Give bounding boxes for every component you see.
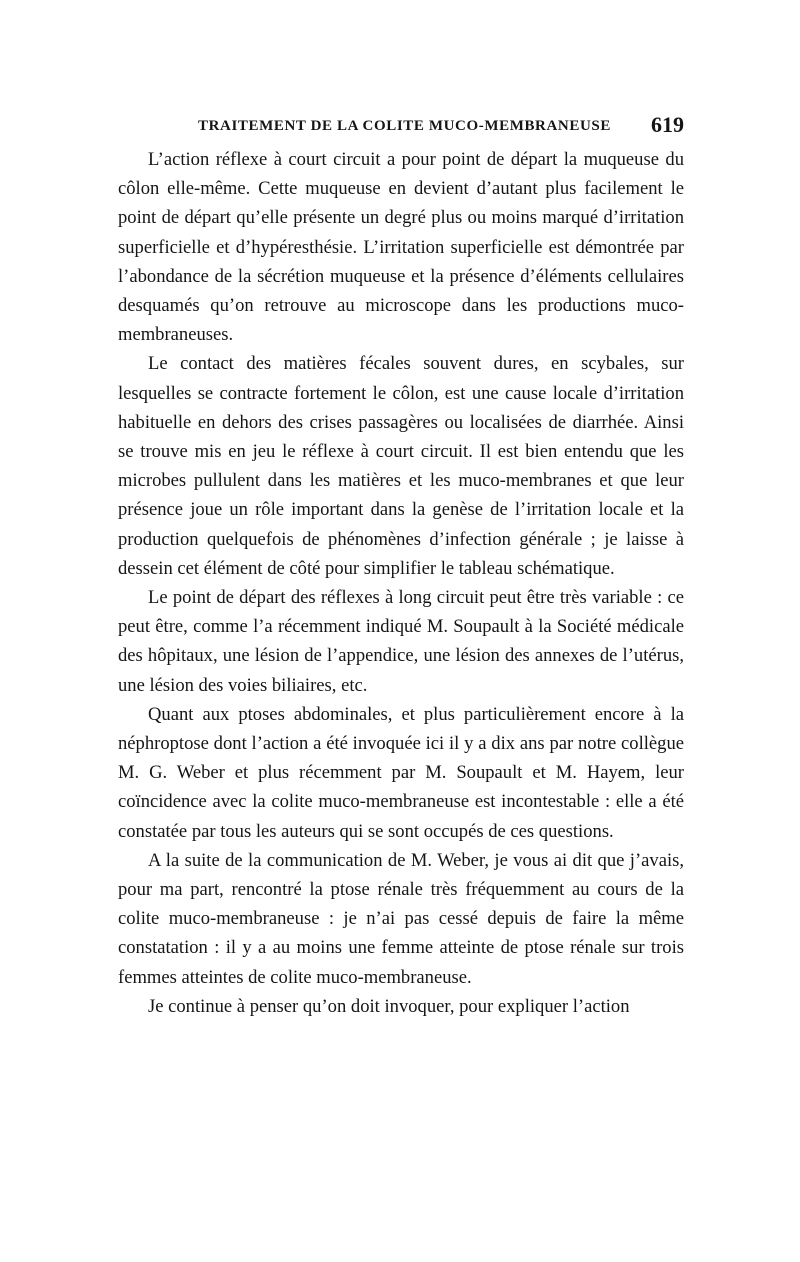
paragraph: Je continue à penser qu’on doit invoquer, pour expliquer l’action: [148, 995, 630, 1017]
paragraph: L’action réflexe à court circuit a pour point de départ la muqueuse du côlon elle-même. Cette muqueuse en devient d’autant plus facilement le point de départ qu’elle présente un degré plus ou moins marqué d’irritation superficielle et d’hypéresthésie. L’irritation superficielle est démontrée par l’abondance de la sécrétion muqueuse et la présence d’éléments cellulaires desquamés qu’on retrouve au microscope dans les productions muco-membraneuses.: [118, 149, 684, 346]
paragraph: Quant aux ptoses abdominales, et plus particulièrement encore à la néphroptose dont l’action a été invoquée ici il y a dix ans par notre collègue M. G. Weber et plus récemment par M. Soupault et M. Hayem, leur coïncidence avec la colite muco-membraneuse est incontestable : elle a été constatée par tous les auteurs qui se sont occupés de ces questions.: [118, 703, 684, 842]
paragraph: Le point de départ des réflexes à long circuit peut être très variable : ce peut être, comme l’a récemment indiqué M. Soupault à la Société médicale des hôpitaux, une lésion de l’appendice, une lésion des annexes de l’utérus, une lésion des voies biliaires, etc.: [118, 587, 684, 696]
paragraph: A la suite de la communication de M. Weber, je vous ai dit que j’avais, pour ma part, rencontré la ptose rénale très fréquemment au cours de la colite muco-membraneuse : je n’ai pas cessé depuis de faire la même constatation : il y a au moins une femme atteinte de ptose rénale sur trois femmes atteintes de colite muco-membraneuse.: [118, 849, 684, 988]
running-title: TRAITEMENT DE LA COLITE MUCO-MEMBRANEUSE: [198, 118, 611, 134]
running-head: [118, 112, 684, 140]
paragraph: Le contact des matières fécales souvent dures, en scybales, sur lesquelles se contracte fortement le côlon, est une cause locale d’irritation habituelle en dehors des crises passagères ou localisées de diarrhée. Ainsi se trouve mis en jeu le réflexe à court circuit. Il est bien entendu que les microbes pullulent dans les matières et les muco-membranes et que leur présence joue un rôle important dans la genèse de l’irritation locale et la production quelquefois de phénomènes d’infection générale ; je laisse à dessein cet élément de côté pour simplifier le tableau schématique.: [118, 353, 684, 579]
body-text: [118, 145, 684, 1021]
page-number: 619: [651, 112, 684, 137]
